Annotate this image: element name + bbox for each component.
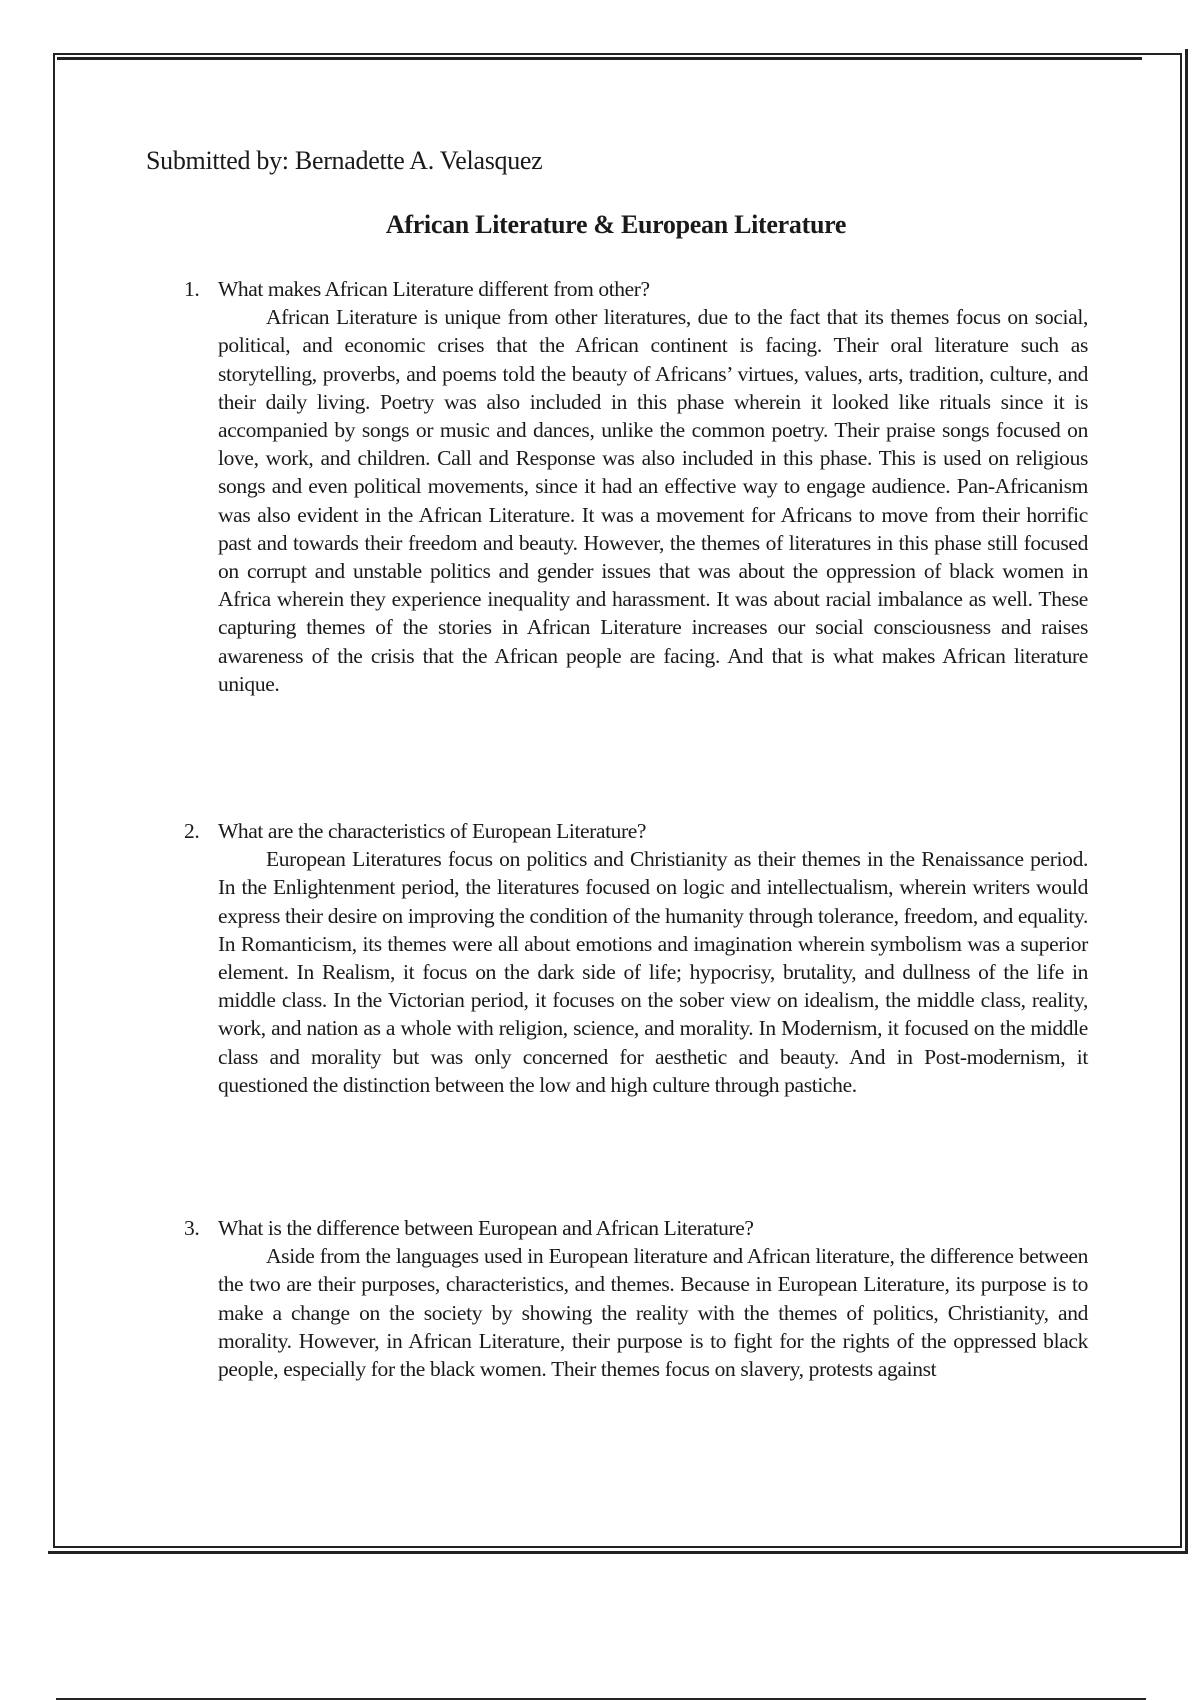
answer-3: Aside from the languages used in European literature and African literature, the difference between the two are their purposes, characteristics, and themes. Because in European Literature, its purpose is to make a change on the society by showing the reality with the themes of politics, Christianity, and morality. However, in African Literature, their purpose is to fight for the rights of the oppressed black people, especially for the black women. Their themes focus on slavery, protests against: [218, 1244, 1088, 1382]
submitted-by: Submitted by: Bernadette A. Velasquez: [146, 146, 543, 175]
question-number: 1.: [184, 277, 200, 301]
question-number: 2.: [184, 819, 200, 843]
answer-2: European Literatures focus on politics and Christianity as their themes in the Renaissance period. In the Enlightenment period, the literatures focused on logic and intellectualism, wherein writers would express their desire on improving the condition of the humanity through tolerance, freedom, and equality. In Romanticism, its themes were all about emotions and imagination wherein symbolism was a superior element. In Realism, it focus on the dark side of life; hypocrisy, brutality, and dullness of the life in middle class. In the Victorian period, it focuses on the sober view on idealism, the middle class, reality, work, and nation as a whole with religion, science, and morality. In Modernism, it focused on the middle class and morality but was only concerned for aesthetic and beauty. And in Post-modernism, it questioned the distinction between the low and high culture through pastiche.: [218, 847, 1088, 1097]
question-1: [184, 275, 1088, 303]
page-border-right-outer: [1185, 49, 1188, 1551]
question-text: What is the difference between European and African Literature?: [218, 1216, 754, 1240]
question-block-2: [184, 817, 1088, 1099]
page-border-top-inner: [57, 57, 1142, 60]
page-border-left: [53, 53, 55, 1548]
question-text: What are the characteristics of European Literature?: [218, 819, 647, 843]
page-border-right: [1180, 53, 1182, 1548]
question-2: [184, 817, 1088, 845]
question-block-1: [184, 275, 1088, 698]
page-border-bottom-outer: [48, 1551, 1188, 1554]
question-block-3: [184, 1214, 1088, 1383]
document-title: African Literature & European Literature: [385, 210, 847, 239]
answer-1: African Literature is unique from other literatures, due to the fact that its themes focus on social, political, and economic crises that the African continent is facing. Their oral literature such as storytelling, proverbs, and poems told the beauty of Africans’ virtues, values, arts, tradition, culture, and their daily living. Poetry was also included in this phase wherein it looked like rituals since it is accompanied by songs or music and dances, unlike the common poetry. Their praise songs focused on love, work, and children. Call and Response was also included in this phase. This is used on religious songs and even political movements, since it had an effective way to engage audience. Pan-Africanism was also evident in the African Literature. It was a movement for Africans to move from their horrific past and towards their freedom and beauty. However, the themes of literatures in this phase still focused on corrupt and unstable politics and gender issues that was about the oppression of black women in Africa wherein they experience inequality and harassment. It was about racial imbalance as well. These capturing themes of the stories in African Literature increases our social consciousness and raises awareness of the crisis that the African people are facing. And that is what makes African literature unique.: [218, 305, 1088, 696]
page-border-top: [53, 53, 1182, 55]
question-text: What makes African Literature different from other?: [218, 277, 650, 301]
question-3: [184, 1214, 1088, 1242]
question-number: 3.: [184, 1216, 200, 1240]
page-border-bottom: [53, 1546, 1182, 1548]
